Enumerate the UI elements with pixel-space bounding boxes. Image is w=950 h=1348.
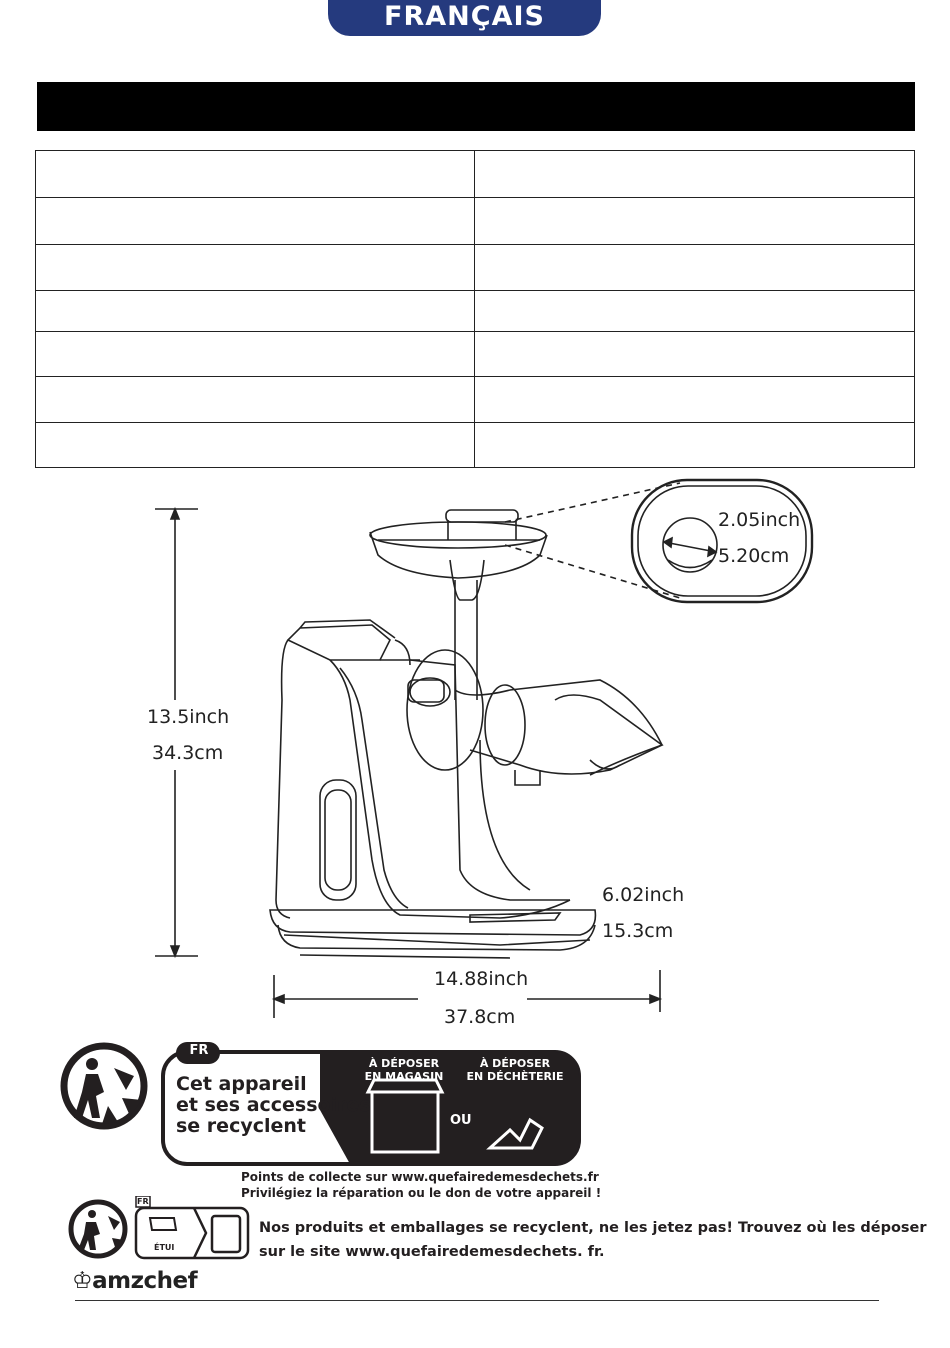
table-row	[36, 245, 915, 291]
chef-hat-icon: ♔	[72, 1268, 93, 1294]
shop-option-label: À DÉPOSER EN MAGASIN	[364, 1057, 444, 1083]
arrow-head	[650, 995, 660, 1003]
depth-cm-label: 15.3cm	[602, 920, 674, 942]
arrow-head	[171, 509, 179, 519]
dump-option-label: À DÉPOSER EN DÉCHÈTERIE	[466, 1057, 564, 1083]
height-cm-label: 34.3cm	[152, 742, 224, 764]
auger-housing	[407, 650, 483, 770]
width-cm-label: 37.8cm	[444, 1006, 516, 1028]
arrow-head	[274, 995, 284, 1003]
collection-notes: Points de collecte sur www.quefairedemesdechets.fr Privilégiez la réparation ou le don de votre appareil !	[241, 1170, 602, 1200]
hopper-cap	[446, 510, 518, 522]
language-tab: FRANÇAIS	[328, 0, 601, 36]
juicer-body	[276, 640, 290, 918]
brand-logo: ♔amzchef	[72, 1268, 198, 1294]
juicer-drawing	[0, 470, 950, 1030]
triman-country-label: FR	[189, 1043, 209, 1058]
packaging-country-label: FR	[137, 1197, 149, 1206]
height-inch-label: 13.5inch	[147, 706, 230, 728]
packaging-icons	[64, 1196, 254, 1262]
packaging-text: Nos produits et emballages se recyclent, ne les jetez pas! Trouvez où les déposer sur le site www.quefairedemesdechets. fr.	[259, 1220, 927, 1260]
triman-headline: Cet appareil et ses accessoires se recyclent	[176, 1073, 371, 1137]
hopper-tray	[370, 522, 546, 548]
chute-inset	[632, 480, 812, 602]
table-row	[36, 198, 915, 245]
chute-cm-label: 5.20cm	[718, 545, 790, 567]
table-row	[36, 291, 915, 332]
or-label: OU	[450, 1113, 472, 1128]
table-row	[36, 377, 915, 423]
box-icon	[150, 1218, 176, 1230]
callout-line	[505, 483, 680, 522]
packaging-type-label: ÉTUI	[154, 1243, 175, 1252]
table-row	[36, 332, 915, 377]
width-inch-label: 14.88inch	[434, 968, 529, 990]
section-header-bar	[37, 82, 915, 131]
bin-icon	[212, 1216, 240, 1252]
chute-inch-label: 2.05inch	[718, 509, 801, 531]
triman-icon	[56, 1040, 152, 1132]
footer-divider	[75, 1300, 879, 1301]
spec-table	[35, 150, 915, 468]
arrow-head	[171, 946, 179, 956]
table-row	[36, 151, 915, 198]
table-row	[36, 423, 915, 468]
depth-inch-label: 6.02inch	[602, 884, 685, 906]
